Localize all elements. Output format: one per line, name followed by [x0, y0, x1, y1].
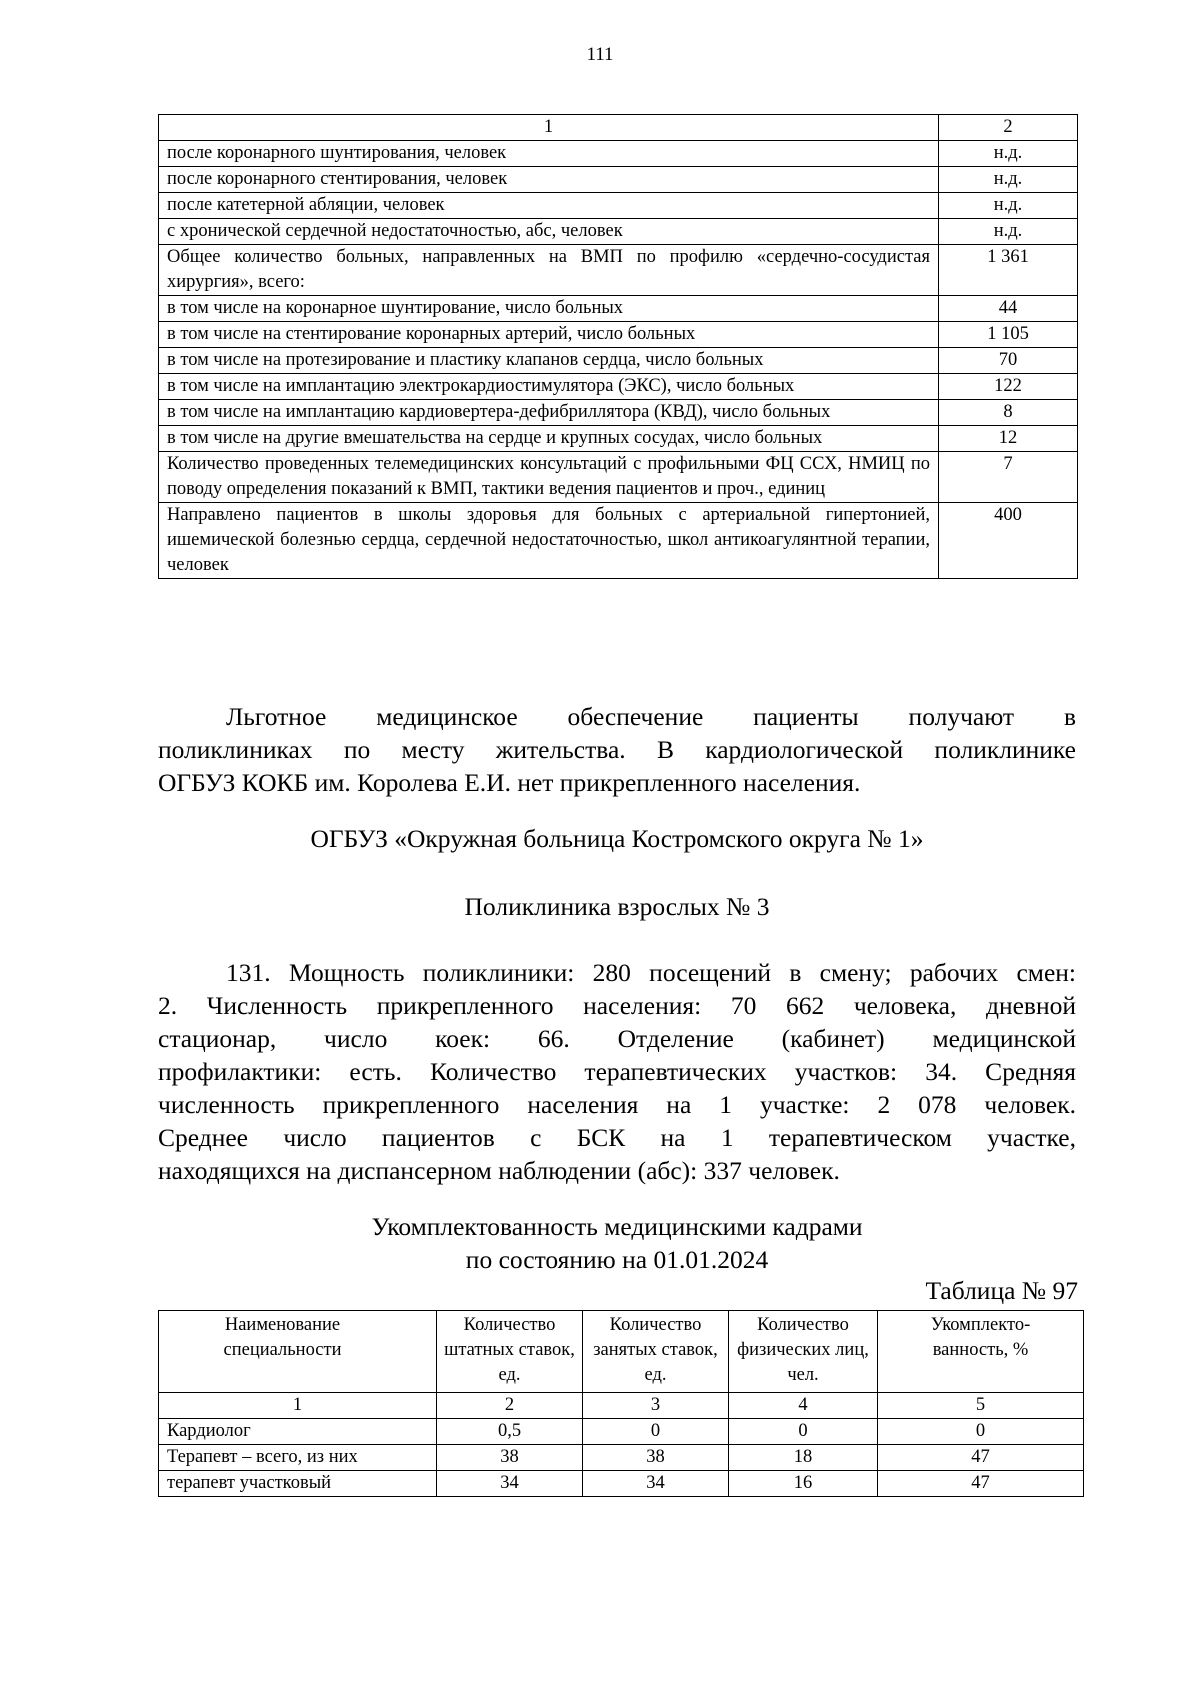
- column-number: 4: [729, 1393, 878, 1419]
- row-label: в том числе на стентирование коронарных артерий, число больных: [159, 322, 939, 348]
- persons-count: 16: [729, 1471, 878, 1497]
- row-value: н.д.: [939, 141, 1078, 167]
- row-value: н.д.: [939, 193, 1078, 219]
- hospital-title: ОГБУЗ «Окружная больница Костромского округа № 1»: [310, 824, 924, 853]
- occupied-positions: 34: [583, 1471, 729, 1497]
- header-staff-positions: Количество штатных ставок, ед.: [437, 1311, 583, 1393]
- column-number: 2: [437, 1393, 583, 1419]
- table-header-row: [159, 115, 1078, 141]
- clinic-title: Поликлиника взрослых № 3: [464, 892, 770, 921]
- paragraph-line: ОГБУЗ КОКБ им. Королева Е.И. нет прикрепленного населения.: [158, 768, 861, 797]
- paragraph-line: Льготное медицинское обеспечение пациенты получают в: [226, 702, 1076, 731]
- table-row: [159, 322, 1078, 348]
- table-row: [159, 141, 1078, 167]
- row-value: н.д.: [939, 219, 1078, 245]
- row-label: Направлено пациентов в школы здоровья для больных с артериальной гипертонией, ишемической болезнью сердца, сердечной недостаточностью, школ антикоагулянтной терапии, человек: [159, 503, 939, 579]
- table-row: [159, 400, 1078, 426]
- row-label: в том числе на имплантацию кардиовертера-дефибриллятора (КВД), число больных: [159, 400, 939, 426]
- paragraph-line: 2. Численность прикрепленного населения: 70 662 человека, дневной: [158, 991, 1076, 1020]
- row-value: 8: [939, 400, 1078, 426]
- row-value: н.д.: [939, 167, 1078, 193]
- benefits-paragraph: [158, 700, 1076, 799]
- specialty-name: Кардиолог: [159, 1419, 437, 1445]
- table-row: [159, 1445, 1084, 1471]
- header-specialty: Наименование специальности: [159, 1311, 437, 1393]
- row-label: Общее количество больных, направленных на ВМП по профилю «сердечно-сосудистая хирургия», всего:: [159, 245, 939, 296]
- page-number: 111: [586, 44, 614, 65]
- row-value: 70: [939, 348, 1078, 374]
- header-occupied-positions: Количество занятых ставок, ед.: [583, 1311, 729, 1393]
- staffing-percent: 0: [878, 1419, 1084, 1445]
- paragraph-line: 131. Мощность поликлиники: 280 посещений в смену; рабочих смен:: [226, 958, 1076, 987]
- table-number: Таблица № 97: [925, 1276, 1078, 1305]
- row-value: 122: [939, 374, 1078, 400]
- row-value: 7: [939, 452, 1078, 503]
- row-label: после катетерной абляции, человек: [159, 193, 939, 219]
- column-number-1: 1: [159, 115, 939, 141]
- specialty-name: терапевт участковый: [159, 1471, 437, 1497]
- occupied-positions: 0: [583, 1419, 729, 1445]
- table-row: [159, 374, 1078, 400]
- table-row: [159, 167, 1078, 193]
- row-label: Количество проведенных телемедицинских консультаций с профильными ФЦ ССХ, НМИЦ по поводу определения показаний к ВМП, тактики ведения пациентов и проч., единиц: [159, 452, 939, 503]
- paragraph-line: стационар, число коек: 66. Отделение (кабинет) медицинской: [158, 1024, 1076, 1053]
- table-header-row: [159, 1311, 1084, 1393]
- paragraph-line: Среднее число пациентов с БСК на 1 терапевтическом участке,: [158, 1123, 1076, 1152]
- table-row: [159, 348, 1078, 374]
- column-number: 5: [878, 1393, 1084, 1419]
- staffing-percent: 47: [878, 1445, 1084, 1471]
- staff-positions: 0,5: [437, 1419, 583, 1445]
- table-row: [159, 219, 1078, 245]
- staffing-title: Укомплектованность медицинскими кадрами: [371, 1212, 863, 1241]
- table-row: [159, 193, 1078, 219]
- table-row: [159, 503, 1078, 579]
- column-number-2: 2: [939, 115, 1078, 141]
- table-row: [159, 245, 1078, 296]
- table-row: [159, 452, 1078, 503]
- row-value: 1 105: [939, 322, 1078, 348]
- staff-positions: 38: [437, 1445, 583, 1471]
- persons-count: 18: [729, 1445, 878, 1471]
- clinic-capacity-paragraph: [158, 956, 1076, 1187]
- table-row: [159, 1419, 1084, 1445]
- specialty-name: Терапевт – всего, из них: [159, 1445, 437, 1471]
- row-label: с хронической сердечной недостаточностью, абс, человек: [159, 219, 939, 245]
- column-numbers-row: [159, 1393, 1084, 1419]
- paragraph-line: поликлиниках по месту жительства. В кардиологической поликлинике: [158, 735, 1076, 764]
- staffing-date: по состоянию на 01.01.2024: [465, 1245, 769, 1274]
- persons-count: 0: [729, 1419, 878, 1445]
- staff-positions: 34: [437, 1471, 583, 1497]
- occupied-positions: 38: [583, 1445, 729, 1471]
- row-label: после коронарного шунтирования, человек: [159, 141, 939, 167]
- column-number: 1: [159, 1393, 437, 1419]
- staffing-percent: 47: [878, 1471, 1084, 1497]
- header-persons: Количество физических лиц, чел.: [729, 1311, 878, 1393]
- paragraph-line: профилактики: есть. Количество терапевтических участков: 34. Средняя: [158, 1057, 1076, 1086]
- paragraph-line: численность прикрепленного населения на 1 участке: 2 078 человек.: [158, 1090, 1076, 1119]
- row-value: 1 361: [939, 245, 1078, 296]
- column-number: 3: [583, 1393, 729, 1419]
- cardiology-indicators-table: [158, 114, 1078, 579]
- row-label: в том числе на другие вмешательства на сердце и крупных сосудах, число больных: [159, 426, 939, 452]
- paragraph-line: находящихся на диспансерном наблюдении (абс): 337 человек.: [158, 1156, 840, 1185]
- row-value: 12: [939, 426, 1078, 452]
- row-label: в том числе на имплантацию электрокардиостимулятора (ЭКС), число больных: [159, 374, 939, 400]
- staffing-table: [158, 1310, 1084, 1497]
- row-label: в том числе на протезирование и пластику клапанов сердца, число больных: [159, 348, 939, 374]
- table-row: [159, 1471, 1084, 1497]
- row-value: 400: [939, 503, 1078, 579]
- row-label: в том числе на коронарное шунтирование, число больных: [159, 296, 939, 322]
- table-row: [159, 296, 1078, 322]
- header-staffing-percent: Укомплекто-ванность, %: [878, 1311, 1084, 1393]
- row-value: 44: [939, 296, 1078, 322]
- row-label: после коронарного стентирования, человек: [159, 167, 939, 193]
- table-row: [159, 426, 1078, 452]
